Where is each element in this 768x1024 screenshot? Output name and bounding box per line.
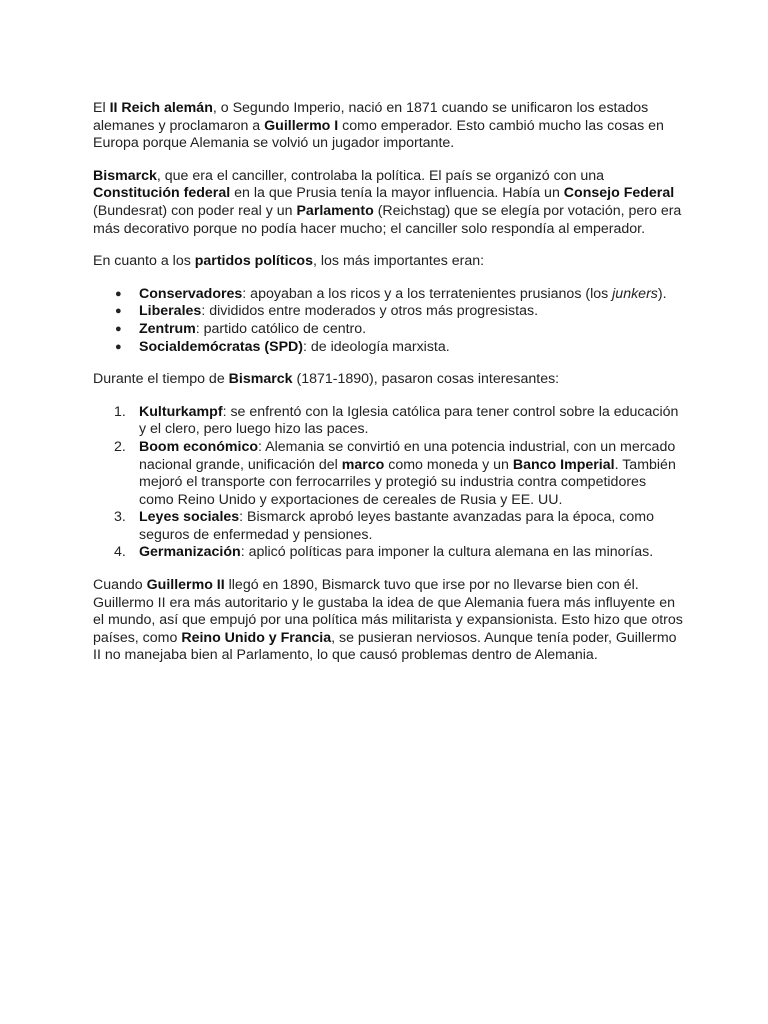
list-item — [93, 404, 683, 439]
list-item — [93, 303, 683, 321]
list-number: 4. — [114, 544, 126, 561]
party-em: junkers — [612, 285, 658, 302]
term-marco: marco — [341, 456, 385, 473]
list-item — [93, 286, 683, 304]
list-item — [93, 339, 683, 357]
party-name: Conservadores — [139, 285, 243, 302]
text: , que era el canciller, controlaba la política. El país se organizó con una — [156, 167, 605, 184]
event-desc: : se enfrentó con la Iglesia católica para tener control sobre la educación y el clero, pero luego hizo las paces. — [139, 403, 679, 438]
party-desc: : partido católico de centro. — [195, 320, 367, 337]
event-desc: : Bismarck aprobó leyes bastante avanzadas para la época, como seguros de enfermedad y pensiones. — [139, 509, 654, 543]
paragraph-bismarck-era — [93, 371, 683, 389]
text: llegó en 1890, Bismarck tuvo que irse por no llevarse bien con él. Guillermo II era más autoritario y le gustaba la idea de que Alemania fuera más influyente en el mundo, así que empujó por una política más militarista y expansionista. Esto hizo que otros países, como — [93, 577, 683, 646]
document-page — [93, 100, 683, 680]
list-item — [93, 509, 683, 544]
paragraph-guillermo-ii — [93, 577, 683, 665]
term-guillermo-i: Guillermo I — [264, 117, 339, 134]
term-partidos: partidos políticos — [194, 253, 313, 270]
list-item — [93, 321, 683, 339]
event-name: Germanización — [139, 544, 241, 561]
event-desc: : aplicó políticas para imponer la cultura alemana en las minorías. — [240, 544, 654, 561]
term-bismarck: Bismarck — [93, 167, 157, 184]
party-list — [93, 286, 683, 356]
event-name: Boom económico — [139, 438, 259, 455]
term-reino-unido-francia: Reino Unido y Francia — [181, 629, 332, 646]
text: como emperador. Esto cambió mucho las cosas en Europa porque Alemania se volvió un jugador importante. — [93, 117, 664, 152]
text: (1871-1890), pasaron cosas interesantes: — [292, 371, 560, 388]
list-number: 3. — [114, 509, 126, 526]
text: en la que Prusia tenía la mayor influencia. Había un — [230, 185, 564, 202]
term-parlamento: Parlamento — [296, 202, 374, 219]
term-consejo-federal: Consejo Federal — [563, 185, 675, 202]
text: El — [93, 100, 110, 116]
term-guillermo-ii: Guillermo II — [146, 577, 225, 594]
event-desc: : Alemania se convirtió en una potencia industrial, con un mercado nacional grande, unificación del — [139, 438, 676, 473]
party-name: Liberales — [139, 303, 202, 320]
term-ii-reich: II Reich alemán — [109, 100, 213, 116]
party-desc: : divididos entre moderados y otros más progresistas. — [201, 303, 539, 320]
term-constitucion: Constitución federal — [93, 185, 231, 202]
bullet-icon: ● — [115, 305, 122, 318]
bullet-icon: ● — [115, 340, 122, 353]
text: (Bundesrat) con poder real y un — [93, 202, 297, 219]
text: , o Segundo Imperio, nació en 1871 cuando se unificaron los estados alemanes y proclamaron a — [93, 100, 649, 134]
paragraph-intro — [93, 100, 683, 153]
paragraph-partidos — [93, 253, 683, 271]
bullet-icon: ● — [115, 322, 122, 335]
text: Cuando — [93, 577, 147, 594]
text: ). — [657, 285, 667, 302]
events-list — [93, 404, 683, 562]
party-name: Zentrum — [139, 320, 196, 337]
event-name: Leyes sociales — [139, 509, 240, 526]
list-item — [93, 544, 683, 562]
text: En cuanto a los — [93, 253, 195, 270]
text: Durante el tiempo de — [93, 371, 229, 388]
paragraph-bismarck — [93, 168, 683, 238]
bullet-icon: ● — [115, 287, 122, 300]
party-desc: : de ideología marxista. — [303, 338, 450, 355]
event-desc: como moneda y un — [384, 456, 513, 473]
term-bismarck: Bismarck — [228, 371, 293, 388]
text: (Reichstag) que se elegía por votación, pero era más decorativo porque no podía hacer mucho; el canciller solo respondía al emperador. — [93, 202, 682, 237]
text: , los más importantes eran: — [313, 253, 485, 270]
text: , se pusieran nerviosos. Aunque tenía poder, Guillermo II no manejaba bien al Parlamento, lo que causó problemas dentro de Alemania. — [93, 629, 677, 664]
list-item — [93, 439, 683, 509]
list-number: 2. — [114, 438, 126, 455]
event-name: Kulturkampf — [139, 403, 223, 420]
list-number: 1. — [114, 403, 126, 420]
party-name: Socialdemócratas (SPD) — [139, 338, 304, 355]
event-desc: . También mejoró el transporte con ferrocarriles y protegió su industria contra competidores como Reino Unido y exportaciones de cereales de Rusia y EE. UU. — [139, 456, 676, 508]
term-banco-imperial: Banco Imperial — [512, 456, 615, 473]
party-desc: : apoyaban a los ricos y a los terratenientes prusianos (los — [242, 285, 613, 302]
